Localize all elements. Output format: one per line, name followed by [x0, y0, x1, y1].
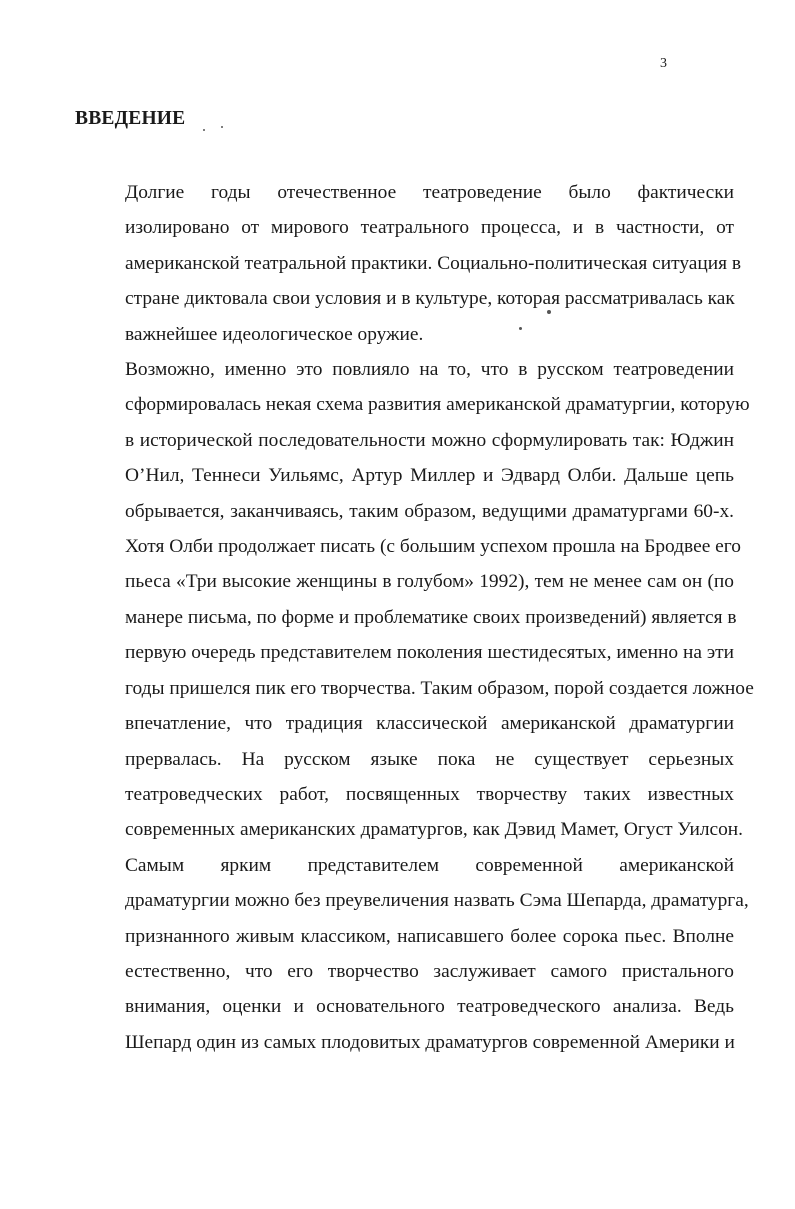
text-line: стране диктовала свои условия и в культуре, которая рассматривалась как	[125, 288, 735, 310]
text-line: О’Нил, Теннеси Уильямс, Артур Миллер и Эдвард Олби. Дальше цепь	[125, 465, 734, 487]
text-line: театроведческих работ, посвященных творчеству таких известных	[125, 783, 734, 805]
text-line: пьеса «Три высокие женщины в голубом» 1992), тем не менее сам он (по	[125, 571, 734, 593]
text-line: важнейшее идеологическое оружие.	[125, 323, 424, 345]
paragraph-1	[75, 175, 742, 352]
text-line: американской театральной практики. Социально-политическая ситуация в	[125, 252, 742, 274]
scan-speck	[519, 327, 522, 330]
text-line: драматургии можно без преувеличения назвать Сэма Шепарда, драматурга,	[125, 890, 749, 912]
text-line: в исторической последовательности можно сформулировать так: Юджин	[125, 429, 734, 451]
text-line: прервалась. На русском языке пока не существует серьезных	[125, 748, 734, 770]
text-line: первую очередь представителем поколения шестидесятых, именно на эти	[125, 642, 734, 664]
text-line: Шепард один из самых плодовитых драматургов современной Америки и	[125, 1031, 735, 1053]
scan-speck	[547, 310, 551, 314]
text-line: годы пришелся пик его творчества. Таким образом, порой создается ложное	[125, 677, 754, 699]
scan-speck	[203, 129, 205, 131]
paragraph-2	[75, 352, 754, 848]
text-line: внимания, оценки и основательного театроведческого анализа. Ведь	[125, 996, 734, 1018]
section-heading: ВВЕДЕНИЕ	[75, 108, 186, 129]
scan-speck	[221, 126, 223, 128]
text-line: естественно, что его творчество заслуживает самого пристального	[125, 960, 734, 982]
text-line: сформировалась некая схема развития американской драматургии, которую	[125, 394, 750, 416]
text-line: современных американских драматургов, как Дэвид Мамет, Огуст Уилсон.	[125, 819, 744, 841]
paragraph-3	[75, 848, 749, 1060]
text-line: изолировано от мирового театрального процесса, и в частности, от	[125, 217, 734, 239]
text-line: Самым ярким представителем современной американской	[125, 854, 734, 876]
text-line: обрывается, заканчиваясь, таким образом, ведущими драматургами 60-х.	[125, 500, 734, 522]
body-text	[75, 175, 754, 1060]
text-line: Долгие годы отечественное театроведение было фактически	[125, 182, 734, 203]
text-line: Возможно, именно это повлияло на то, что в русском театроведении	[125, 359, 734, 381]
page-number: 3	[660, 56, 667, 71]
text-line: признанного живым классиком, написавшего более сорока пьес. Вполне	[125, 925, 734, 947]
text-line: впечатление, что традиция классической американской драматургии	[125, 713, 734, 735]
text-line: манере письма, по форме и проблематике своих произведений) является в	[125, 606, 737, 628]
text-line: Хотя Олби продолжает писать (с большим успехом прошла на Бродвее его	[125, 536, 741, 558]
